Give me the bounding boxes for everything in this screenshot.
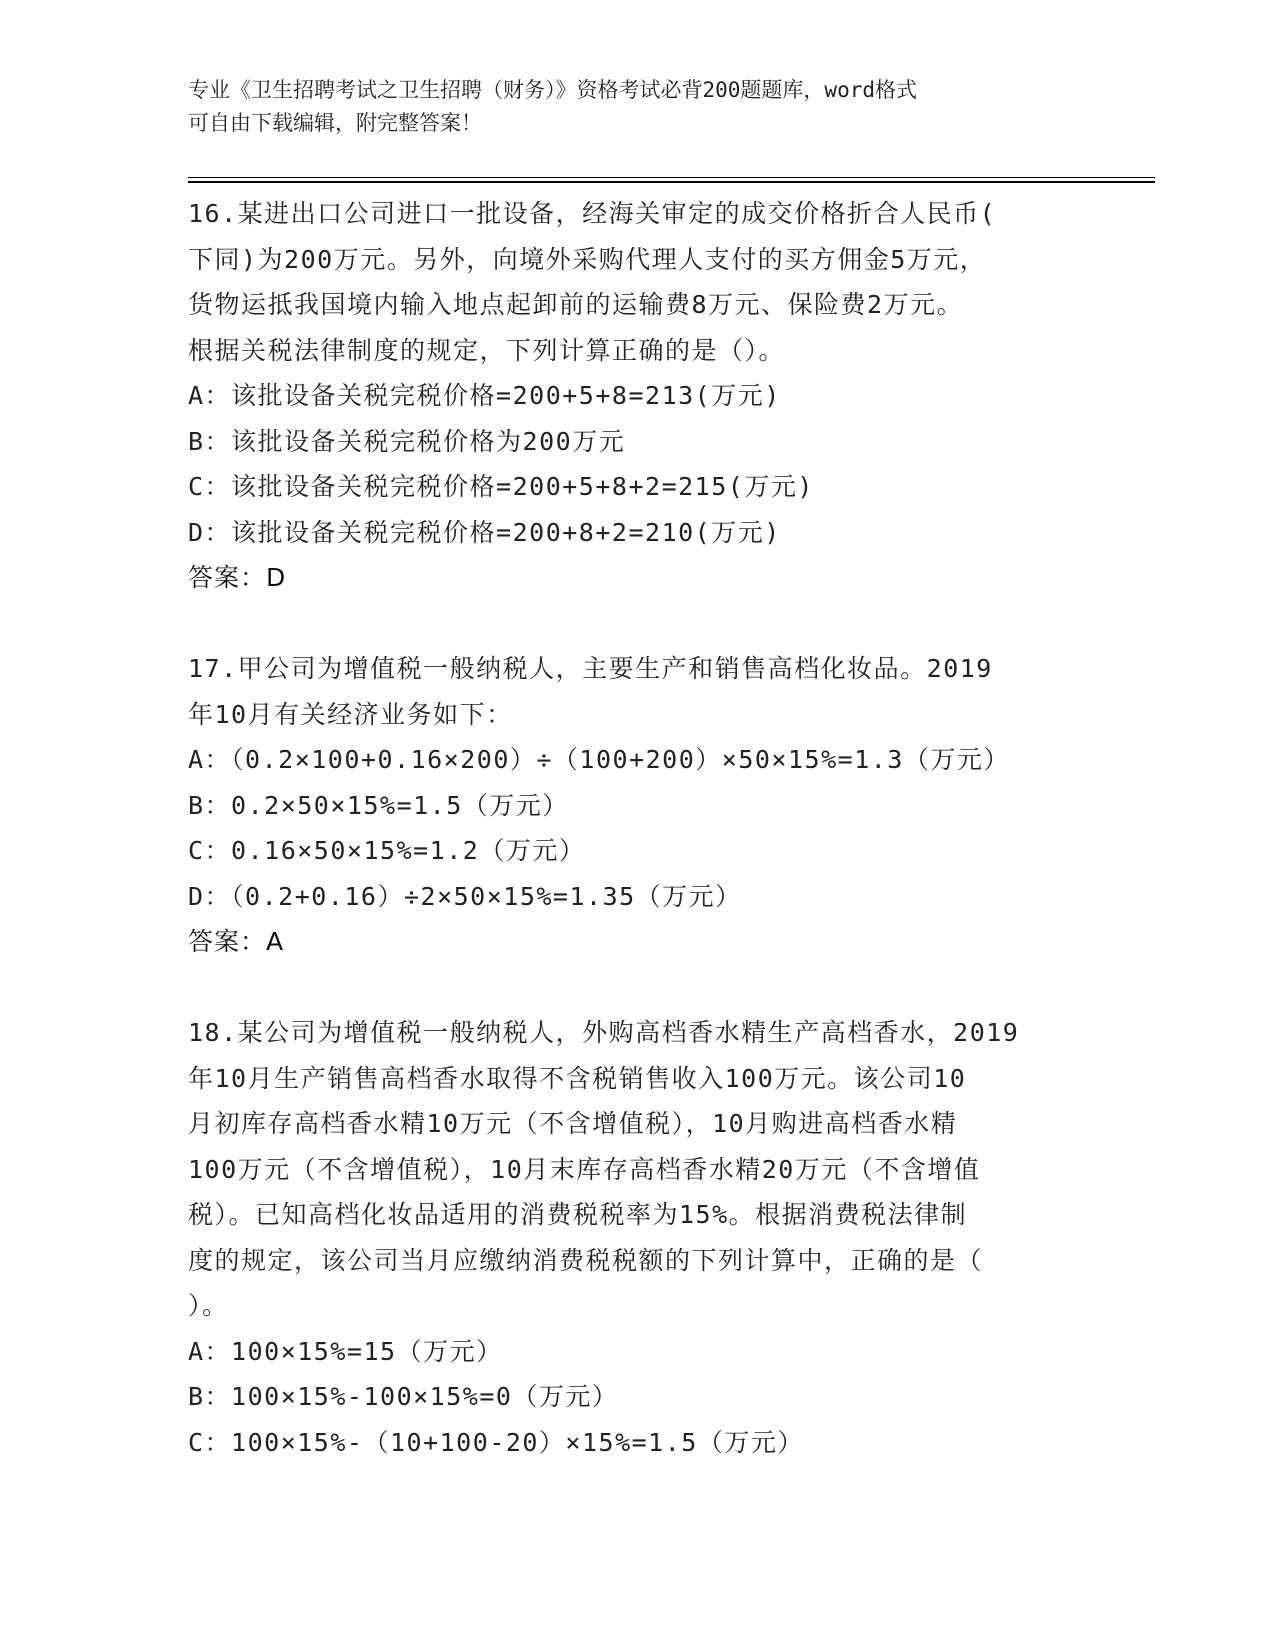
option-b: B：该批设备关税完税价格为200万元: [188, 426, 626, 456]
header-divider-thin: [188, 177, 1155, 178]
option-a: A：该批设备关税完税价格=200+5+8=213(万元): [188, 381, 781, 410]
option-d: D：该批设备关税完税价格=200+8+2=210(万元): [188, 517, 781, 547]
option-a: A：100×15%=15（万元）: [188, 1336, 503, 1366]
question-list: [188, 191, 1088, 1465]
question-text-line: 度的规定，该公司当月应缴纳消费税税额的下列计算中，正确的是（: [188, 1245, 984, 1275]
header-line-1: 专业《卫生招聘考试之卫生招聘（财务）》资格考试必背200题题库，word格式: [188, 78, 917, 102]
question-spacer: [188, 601, 1088, 647]
question-text-line: 税）。已知高档化妆品适用的消费税税率为15%。根据消费税法律制: [188, 1200, 968, 1229]
question-text-line: 年10月生产销售高档香水取得不含税销售收入100万元。该公司10: [188, 1063, 967, 1093]
question-text-line: 18.某公司为增值税一般纳税人，外购高档香水精生产高档香水，2019: [188, 1018, 1020, 1047]
question-text-line: 100万元（不含增值税），10月末库存高档香水精20万元（不含增值: [188, 1154, 981, 1184]
question-text-line: 月初库存高档香水精10万元（不含增值税），10月购进高档香水精: [188, 1109, 958, 1138]
option-c: C：100×15%-（10+100-20）×15%=1.5（万元）: [188, 1427, 804, 1457]
question-text-line: ）。: [188, 1291, 229, 1320]
option-c: C：0.16×50×15%=1.2（万元）: [188, 836, 586, 865]
question-text-line: 下同)为200万元。另外，向境外采购代理人支付的买方佣金5万元，: [188, 244, 987, 274]
option-a: A：（0.2×100+0.16×200）÷（100+200）×50×15%=1.3（万元）: [188, 745, 1010, 774]
header-line-2: 可自由下载编辑，附完整答案！: [188, 111, 482, 135]
question-text-line: 16.某进出口公司进口一批设备，经海关审定的成交价格折合人民币(: [188, 199, 997, 228]
question-spacer: [188, 965, 1088, 1011]
question-17: [188, 646, 1088, 965]
option-c: C：该批设备关税完税价格=200+5+8+2=215(万元): [188, 472, 814, 501]
header-divider-thick: [188, 181, 1155, 183]
question-text-line: 年10月有关经济业务如下：: [188, 699, 513, 729]
question-16: [188, 191, 1088, 601]
document-header: [188, 74, 1068, 140]
question-text-line: 货物运抵我国境内输入地点起卸前的运输费8万元、保险费2万元。: [188, 290, 964, 319]
option-b: B：0.2×50×15%=1.5（万元）: [188, 790, 569, 820]
question-text-line: 17.甲公司为增值税一般纳税人，主要生产和销售高档化妆品。2019: [188, 654, 993, 683]
answer-label: 答案：D: [188, 563, 287, 592]
option-b: B：100×15%-100×15%=0（万元）: [188, 1382, 619, 1411]
question-18: [188, 1010, 1088, 1465]
question-text-line: 根据关税法律制度的规定，下列计算正确的是（）。: [188, 335, 786, 365]
option-d: D：（0.2+0.16）÷2×50×15%=1.35（万元）: [188, 881, 742, 911]
answer-label: 答案：A: [188, 927, 285, 956]
